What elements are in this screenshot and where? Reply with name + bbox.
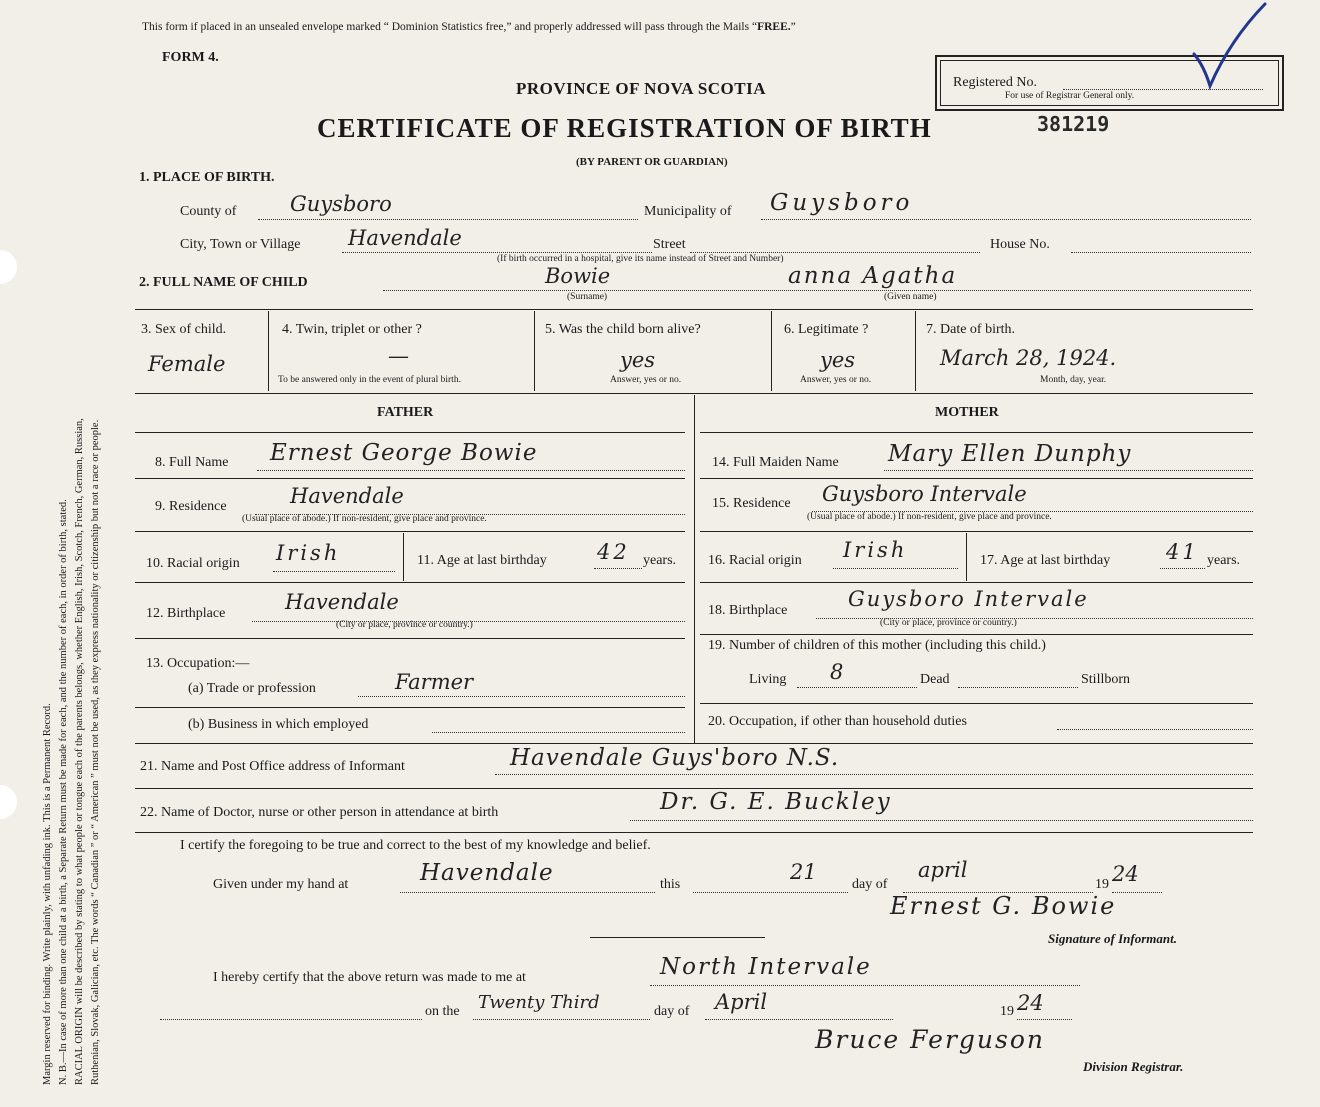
field-line: [1057, 729, 1253, 730]
mother-residence[interactable]: Guysboro Intervale: [822, 482, 1027, 506]
registrar-place[interactable]: North Intervale: [660, 954, 872, 980]
field-line: [432, 732, 685, 733]
twin-value[interactable]: —: [388, 344, 409, 368]
field-line: [257, 470, 685, 471]
field-line: [797, 687, 917, 688]
mother-name[interactable]: Mary Ellen Dunphy: [888, 441, 1132, 467]
house-label: House No.: [990, 237, 1050, 252]
margin-notes: [40, 5, 130, 1085]
field-line: [958, 687, 1078, 688]
father-years-label: years.: [643, 553, 677, 568]
father-racial[interactable]: Irish: [276, 541, 341, 565]
certificate-subtitle: (BY PARENT OR GUARDIAN): [576, 156, 728, 168]
municipality-line: [761, 219, 1251, 220]
given-place[interactable]: Havendale: [420, 860, 554, 886]
divider: [700, 531, 1253, 532]
alive-caption: Answer, yes or no.: [610, 375, 682, 385]
binding-hole: [0, 785, 17, 819]
mother-birthplace-note: (City or place, province or country.): [880, 618, 1017, 628]
margin-note-2: N. B.—In case of more than one child at a birth, a Separate Return must be made for each, and the number of each, in order of birth, stated.: [58, 499, 69, 1085]
informant-signature-caption: Signature of Informant.: [1048, 931, 1177, 946]
year-suffix[interactable]: 24: [1112, 862, 1139, 886]
field-line: [495, 774, 1253, 775]
field-line: [1017, 1019, 1072, 1020]
father-birthplace-label: 12. Birthplace: [146, 606, 226, 621]
divider: [590, 937, 765, 938]
father-birthplace-note: (City or place, province or country.): [336, 620, 473, 630]
binding-hole: [0, 250, 17, 284]
twin-note: To be answered only in the event of plural birth.: [278, 375, 461, 385]
child-given-name[interactable]: anna Agatha: [788, 263, 958, 289]
mail-notice: This form if placed in an unsealed envelope marked “ Dominion Statistics free,” and properly addressed will pass through the Mails “FREE.”: [142, 21, 796, 33]
mother-name-label: 14. Full Maiden Name: [712, 455, 839, 470]
registrar-use-note: For use of Registrar General only.: [1005, 91, 1135, 101]
field-line: [400, 892, 655, 893]
hospital-note: (If birth occurred in a hospital, give its name instead of Street and Number): [497, 254, 784, 264]
street-line: [690, 252, 980, 253]
field-line: [630, 820, 1253, 821]
field-line: [1160, 568, 1205, 569]
divider: [135, 432, 685, 433]
county-value[interactable]: Guysboro: [290, 192, 392, 216]
reg-year-prefix: 19: [1000, 1004, 1014, 1019]
certify-statement: I certify the foregoing to be true and correct to the best of my knowledge and belief.: [180, 838, 651, 853]
field-line: [1112, 892, 1162, 893]
street-label: Street: [653, 237, 686, 252]
child-name-line: [383, 290, 1251, 291]
doctor-label: 22. Name of Doctor, nurse or other person in attendance at birth: [140, 805, 499, 820]
divider: [771, 311, 772, 391]
field-line: [650, 985, 1080, 986]
divider: [966, 533, 967, 581]
living-value[interactable]: 8: [830, 660, 844, 684]
field-line: [160, 1019, 422, 1020]
informant-label: 21. Name and Post Office address of Informant: [140, 759, 405, 774]
day-of-label: day of: [852, 877, 888, 892]
given-month[interactable]: april: [918, 858, 968, 882]
father-age-label: 11. Age at last birthday: [417, 553, 547, 568]
registrar-month[interactable]: April: [715, 990, 768, 1014]
father-age[interactable]: 42: [597, 540, 630, 564]
father-birthplace[interactable]: Havendale: [285, 590, 399, 614]
this-label: this: [660, 877, 681, 892]
child-name-label: 2. FULL NAME OF CHILD: [139, 275, 308, 290]
form-number: FORM 4.: [162, 50, 219, 65]
father-residence[interactable]: Havendale: [290, 484, 404, 508]
legitimate-caption: Answer, yes or no.: [800, 375, 872, 385]
mother-racial-label: 16. Racial origin: [708, 553, 802, 568]
legitimate-label: 6. Legitimate ?: [784, 322, 869, 337]
municipality-value[interactable]: Guysboro: [770, 190, 914, 216]
given-caption: (Given name): [884, 292, 937, 302]
divider: [268, 311, 269, 391]
check-mark-icon: [1190, 0, 1270, 92]
legitimate-value[interactable]: yes: [820, 348, 856, 372]
city-line: [342, 252, 652, 253]
divider: [135, 832, 1253, 833]
certificate-title: CERTIFICATE OF REGISTRATION OF BIRTH: [317, 113, 932, 143]
field-line: [833, 568, 958, 569]
mother-occupation-label: 20. Occupation, if other than household duties: [708, 714, 967, 729]
divider: [403, 533, 404, 581]
field-line: [693, 892, 848, 893]
province-heading: PROVINCE OF NOVA SCOTIA: [516, 79, 767, 98]
informant-signature: Ernest G. Bowie: [890, 892, 1117, 920]
divider: [135, 638, 685, 639]
business-label: (b) Business in which employed: [188, 717, 369, 732]
mother-age[interactable]: 41: [1166, 540, 1199, 564]
registrar-signature: Bruce Ferguson: [815, 1025, 1045, 1054]
mother-residence-label: 15. Residence: [712, 496, 791, 511]
surname-caption: (Surname): [567, 292, 608, 302]
stillborn-label: Stillborn: [1081, 672, 1131, 687]
margin-note-3: RACIAL ORIGIN will be described by stating to what people or tongue each of the parents belongs, whether English, Irish, Scotch, French, German, Russian,: [74, 418, 85, 1085]
place-heading: 1. PLACE OF BIRTH.: [139, 170, 275, 185]
living-label: Living: [749, 672, 787, 687]
divider: [135, 393, 1253, 394]
registrar-day[interactable]: Twenty Third: [478, 992, 600, 1013]
given-day[interactable]: 21: [790, 860, 817, 884]
field-line: [358, 696, 685, 697]
county-line: [258, 219, 638, 220]
divider: [135, 582, 685, 583]
divider: [915, 311, 916, 391]
registrar-caption: Division Registrar.: [1083, 1059, 1184, 1074]
dob-caption: Month, day, year.: [1040, 375, 1107, 385]
mother-racial[interactable]: Irish: [843, 538, 908, 562]
divider: [135, 309, 1253, 310]
children-label: 19. Number of children of this mother (including this child.): [708, 638, 1046, 653]
city-value[interactable]: Havendale: [348, 226, 462, 250]
divider: [700, 703, 1253, 704]
divider: [700, 634, 1253, 635]
mother-years-label: years.: [1207, 553, 1241, 568]
field-line: [705, 1019, 893, 1020]
doctor-value[interactable]: Dr. G. E. Buckley: [660, 789, 892, 815]
father-residence-note: (Usual place of abode.) If non-resident, give place and province.: [242, 514, 487, 524]
twin-label: 4. Twin, triplet or other ?: [282, 322, 422, 337]
trade-value[interactable]: Farmer: [395, 670, 474, 694]
margin-note-1: Margin reserved for binding. Write plainly, with unfading ink. This is a Permanent Record.: [42, 703, 53, 1085]
registrar-statement: I hereby certify that the above return was made to me at: [213, 970, 526, 985]
father-name-label: 8. Full Name: [155, 455, 229, 470]
divider: [135, 707, 685, 708]
mother-birthplace-label: 18. Birthplace: [708, 603, 788, 618]
dead-label: Dead: [920, 672, 950, 687]
dob-label: 7. Date of birth.: [926, 322, 1016, 337]
sex-label: 3. Sex of child.: [141, 322, 227, 337]
dob-value[interactable]: March 28, 1924.: [940, 346, 1117, 370]
divider: [700, 478, 1253, 479]
field-line: [884, 470, 1253, 471]
mother-age-label: 17. Age at last birthday: [980, 553, 1111, 568]
mother-birthplace[interactable]: Guysboro Intervale: [848, 587, 1089, 611]
reg-day-of-label: day of: [654, 1004, 690, 1019]
center-divider: [694, 395, 695, 743]
reg-year-suffix[interactable]: 24: [1017, 991, 1044, 1015]
divider: [700, 582, 1253, 583]
on-the-label: on the: [425, 1004, 460, 1019]
mother-heading: MOTHER: [935, 405, 999, 420]
alive-label: 5. Was the child born alive?: [545, 322, 701, 337]
margin-note-4: Ruthenian, Slovak, Galician, etc. The words “ Canadian ” or “ American ” must not be used, as they express nationality or citizenship but not a race or people.: [90, 419, 101, 1085]
county-label: County of: [180, 204, 237, 219]
child-surname[interactable]: Bowie: [545, 264, 611, 288]
divider: [135, 531, 685, 532]
informant-value[interactable]: Havendale Guys'boro N.S.: [510, 745, 840, 771]
father-racial-label: 10. Racial origin: [146, 556, 240, 571]
field-line: [594, 568, 642, 569]
father-name[interactable]: Ernest George Bowie: [270, 440, 538, 466]
divider: [534, 311, 535, 391]
mother-residence-note: (Usual place of abode.) If non-resident, give place and province.: [807, 512, 1052, 522]
divider: [135, 478, 685, 479]
year-prefix: 19: [1095, 877, 1109, 892]
city-label: City, Town or Village: [180, 237, 301, 252]
father-heading: FATHER: [377, 405, 434, 420]
field-line: [273, 571, 395, 572]
father-residence-label: 9. Residence: [155, 499, 227, 514]
field-line: [473, 1019, 650, 1020]
registered-label: Registered No.: [953, 75, 1037, 90]
house-line: [1071, 252, 1251, 253]
trade-label: (a) Trade or profession: [188, 681, 316, 696]
father-occupation-label: 13. Occupation:—: [146, 656, 250, 671]
divider: [700, 432, 1253, 433]
stamp-number: 381219: [1037, 112, 1110, 136]
divider: [135, 743, 1253, 744]
sex-value[interactable]: Female: [148, 352, 226, 376]
municipality-label: Municipality of: [644, 204, 732, 219]
given-label: Given under my hand at: [213, 877, 349, 892]
alive-value[interactable]: yes: [620, 348, 656, 372]
